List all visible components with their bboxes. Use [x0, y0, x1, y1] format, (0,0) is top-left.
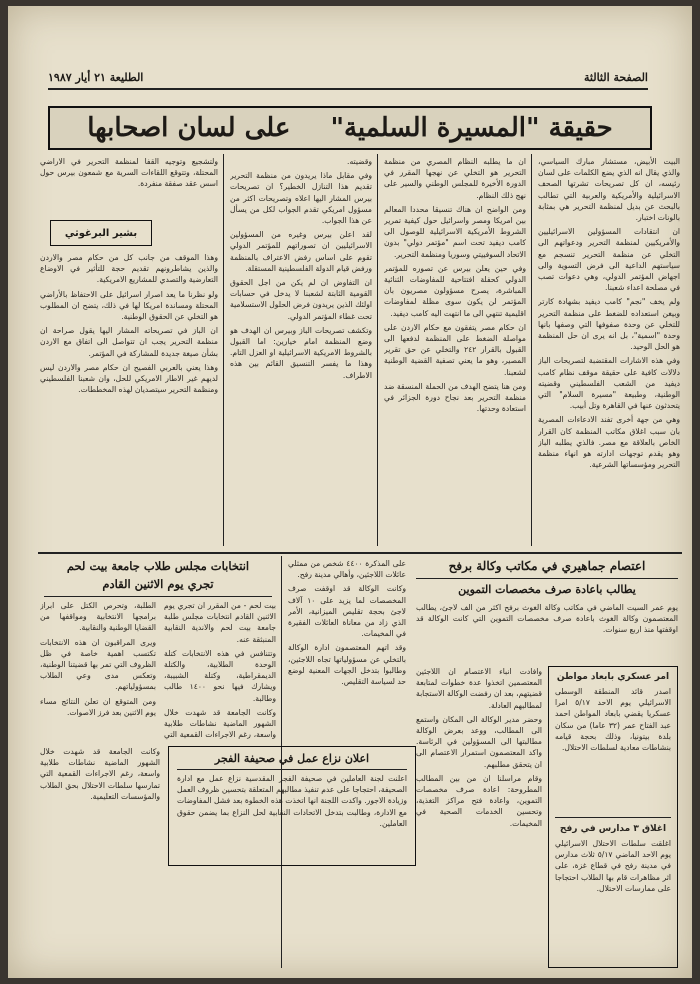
strike-box	[168, 746, 416, 866]
main-col4-p: وهذا يعني بالعربي الفصيح ان حكام مصر والاردن ليس لديهم غير الاطار الامريكي للحل، وان شعبنا الفلسطيني ومنظمة التحرير سيتصديان لهذه المخططات.	[40, 362, 218, 395]
main-col2-p: ان ما يطلبه النظام المصري من منظمة التحرير هو التخلي عن نهجها المقرر في الدورة الأخيرة للمجلس الوطني والسير على نهج ذلك النظام.	[384, 157, 526, 200]
camp-lead-p: يوم عمر السيت الماضي في مكاتب وكالة الغوث برفح اكثر من الف لاجئ، يطالب المعتصمون وكالة الغوث باعادة صرف مخصصات التموين التي كانت الوكالة قد اوقفتها منذ اربع سنوات.	[416, 603, 678, 635]
main-col4-p: ان الباز في تصريحاته المشار اليها يقول صراحة ان منظمة التحرير يجب ان تتواصل الى اتفاق مع الاردن بشأن صيغة جديدة للمشاركة في المؤتمر.	[40, 326, 218, 358]
camp-col1-p: وقام مراسلنا ان من بين المطالب المطروحة: اعادة صرف مخصصات التموين، واعادة فتح مراكز التغذية، وتحسين الخدمات الصحية في المخيمات.	[416, 773, 542, 828]
strike-text-block	[177, 773, 407, 861]
camp-col2-p: وقد اتهم المعتصمون ادارة الوكالة بالتخلي عن مسؤولياتها تجاه اللاجئين، وطالبوا بتدخل الجهات المعنية لوضع حد لسياسة التقليص.	[288, 643, 406, 687]
main-col3-p: وقضيته.	[347, 157, 372, 166]
sidebar-block-1	[555, 671, 671, 811]
camp-subheadline: يطالب باعادة صرف مخصصات التموين	[458, 583, 636, 596]
col-divider	[223, 154, 224, 546]
author-byline	[50, 220, 152, 246]
election-col2-p: ومن المتوقع ان تعلن النتائج مساء يوم الاثنين بعد فرز الاصوات.	[40, 696, 156, 717]
strike-text: اعلنت لجنة العاملين في صحيفة الفجر المقدسية نزاع عمل مع ادارة الصحيفة، احتجاجا على عدم تنفيذ مطالبهم المتعلقة بتحسين ظروف العمل وزيادة الاجور. واكدت اللجنة انها اتخذت هذه الخطوة بعد فشل المفاوضات مع الادارة، وطالبت بتدخل الاتحادات النقابية لحل النزاع بما يضمن حقوق العاملين.	[177, 774, 407, 828]
camp-col1-p: وافادت انباء الاعتصام ان اللاجئين المعتصمين اتخذوا عدة خطوات لمتابعة قضيتهم، بعد ان رفضت الوكالة الاستجابة لمطالبهم العادلة.	[416, 667, 542, 710]
main-col2-p: ان حكام مصر يتفقون مع حكام الاردن على مواصلة الضغط على المنظمة لدفعها الى القبول بالقرار ٢٤٢ والتخلي عن حق تقرير المصير، وهو ما يعني تصفية القضية الوطنية لشعبنا.	[384, 322, 526, 377]
sidebar2-text: اغلقت سلطات الاحتلال الاسرائيلي يوم الاحد الماضي ٥/١٧ ثلاث مدارس في مدينة رفح في قطاع غزة، على اثر مظاهرات قام بها الطلاب احتجاجا على ممارسات الاحتلال.	[555, 839, 671, 893]
main-col4-p: ولو نظرنا ما يعد اصرار اسرائيل على الاحتفاظ بالأراضي المحتلة ومساندة امريكا لها في ذلك، يتضح ان المطلوب هو التخلي عن الحقوق الوطنية.	[40, 289, 218, 322]
camp-headline: اعتصام جماهيري في مكاتب وكالة برفح	[448, 559, 646, 573]
main-col-4	[40, 252, 218, 546]
election-col3-p: وكانت الجامعة قد شهدت خلال الشهور الماضية نشاطات طلابية واسعة، رغم الاجراءات القمعية التي تمارسها سلطات الاحتلال بحق الطلاب والمؤسسات التعليمية.	[40, 747, 160, 801]
strike-headline: اعلان نزاع عمل في صحيفة الفجر	[214, 752, 370, 765]
sidebar-title: امر عسكري بابعاد مواطن	[556, 672, 670, 682]
main-col1-p: البيت الأبيض، مستشار مبارك السياسي، والذي يقال انه الذي يضع الكلمات على لسان رئيسه، ان كل تصريحات تشرتها الصحف الاسرائيلية والأمريكية والعربية التي تطالب بالبحث عن بديل لمنظمة التحرير هي بمثابة بالونات اختبار.	[538, 157, 680, 223]
election-headline-2: تجري يوم الاثنين القادم	[102, 577, 214, 591]
main-col1-p: ان انتقادات المسؤولين الاسرائيليين والأمريكيين لمنظمة التحرير ودعواتهم الى التخلي عن منظمة التحرير تنسجم مع سياستهم الداعية الى فرض التسوية والى اجهاض المؤتمر الدولي، وهي دعوات تصب في مصلحة اعداء شعبنا.	[538, 227, 680, 293]
main-col4-p: ولتشجيع وتوجيه القفا لمنظمة التحرير في الاراضي المحتلة، وتتوقع اللقاءات السرية مع شمعون بيرس حول اسس عقد صفقة منفردة.	[40, 157, 218, 189]
sidebar-rule	[555, 817, 671, 818]
election-col2-p: ويرى المراقبون ان هذه الانتخابات تكتسب اهمية خاصة في ظل الظروف التي تمر بها قضيتنا الوطنية، وتعكس مدى وعي الطلاب بمسؤولياتهم.	[40, 637, 156, 692]
sidebar2-title: اغلاق ٣ مدارس في رفح	[559, 824, 667, 834]
main-col-1	[538, 156, 680, 546]
election-col2-p: الطلبة، وتحرص الكتل على ابراز برامجها الانتخابية ومواقفها من القضايا الوطنية والنقابية.	[40, 601, 156, 633]
page-header	[48, 68, 648, 86]
author-name: بشير البرغوثي	[64, 227, 138, 239]
camp-col1-p: وحضر مدير الوكالة الى المكان واستمع الى المطالب، ووعد بعرض الوكالة مطالبتها الى المسؤولين في الرئاسة. واكد المعتصمون استمرار الاعتصام الى ان يتحقق مطلبهم.	[416, 714, 542, 769]
main-col1-p: وفي هذه الاشارات المقتضبة لتصريحات الباز دلالات كافية على حقيقة موقف نظام كامب ديفيد من الشعب الفلسطيني وقضيته الوطنية، وطبيعة "مسيرة السلام" التي يتحدثون عنها في القاهرة وتل أبيب.	[538, 356, 680, 411]
main-headline	[48, 106, 652, 150]
election-col1-p: وكانت الجامعة قد شهدت خلال الشهور الماضية نشاطات طلابية واسعة، رغم الاجراءات القمعية التي	[164, 707, 276, 740]
main-col-3	[230, 156, 372, 546]
main-col4-p: وهذا الموقف من جانب كل من حكام مصر والاردن والذين يشاطرونهم تقديم حجة للتأثير في الاوضاع التعارضية والتصدي للمشاريع الامريكية.	[40, 253, 218, 285]
main-col2-p: ومن هنا يتضح الهدف من الحملة المنسقة ضد منظمة التحرير بعد نجاح دورة الجزائر في استعادة وحدتها.	[384, 381, 526, 414]
newspaper-page	[8, 6, 692, 978]
page-header-date: الطليعة ٢١ أيار ١٩٨٧	[48, 70, 144, 84]
header-rule	[48, 88, 648, 90]
main-col1-p: ولم يخف "نجم" كامب ديفيد بشهادة كارتر وبيغن استعداده للضغط على منظمة التحرير للتخلي عن وحدة صفوفها التي وصفها بانها وحدة "اسمية"، بل انه يرى ان حل المنظمة هو الحل الوحيد.	[538, 297, 680, 352]
page-header-page: الصفحة الثالثة	[584, 70, 648, 84]
main-col3-p: لقد اعلن بيرس وغيره من المسؤولين الاسرائيليين ان تصوراتهم للمؤتمر الدولي تقوم على اساس رفض الاعتراف بالمنظمة ورفض قيام الدولة الفلسطينية المستقلة.	[230, 230, 372, 273]
main-col1-p: وهي من جهة أخرى تفند الادعاءات المصرية بان سبب اغلاق مكاتب المنظمة كان القرار الخاص بالعلاقة مع مصر. فالذي يطلبه الباز وهو يقدم توجهات ادارته هو انهاء منظمة التحرير ومؤسساتها الشرعية.	[538, 415, 680, 470]
col-divider	[531, 154, 532, 546]
camp-rule	[416, 578, 678, 579]
election-col-2	[40, 600, 156, 740]
main-headline-part1: حقيقة "المسيرة السلمية"	[330, 113, 613, 143]
election-col1-p: بيت لحم - من المقرر ان تجري يوم الاثنين القادم انتخابات مجلس طلبة جامعة بيت لحم والاندية النقابية المنبثقة عنه.	[164, 601, 276, 644]
camp-col2-p: على المذكرة ٤٤٠٠ شخص من ممثلي عائلات اللاجئين، وأهالي مدينة رفح.	[288, 559, 406, 580]
section-rule	[38, 552, 682, 554]
election-col-3	[40, 746, 160, 966]
election-col-1	[164, 600, 276, 740]
camp-sidebar	[548, 666, 678, 968]
camp-col-1	[416, 666, 542, 966]
election-rule	[44, 596, 272, 597]
camp-col2-p: وكانت الوكالة قد اوقفت صرف المخصصات لما يزيد على ١٠ آلاف لاجئ بحجة تقليص الميزانية، الأمر الذي زاد من معاناة العائلات الفقيرة في المخيمات.	[288, 584, 406, 639]
sidebar-block-2	[555, 823, 671, 963]
main-col2-p: وفي حين يعلن بيرس عن تصوره للمؤتمر الدولي كحفلة افتتاحية للمفاوضات الثنائية المباشرة، يصرح مسؤولون مصريون بان المؤتمر لن يكون سوى مظلة لمفاوضات اقليمية تنتهي الى ما انتهت اليه كامب ديفيد.	[384, 263, 526, 318]
main-col3-p: وتكشف تصريحات الباز وبيرس ان الهدف هو وضع المنظمة امام خيارين: اما القبول بالشروط الامريكية الاسرائيلية او العزل التام. وهذا ما يفسر التنسيق القائم بين هذه الاطراف.	[230, 325, 372, 380]
main-col-4-top	[40, 156, 218, 214]
main-col3-p: ان التفاوض ان لم يكن من اجل الحقوق القومية الثابتة لشعبنا لا يدخل في حسابات اولئك الذين يريدون فرض الحلول الاستسلامية تحت غطاء المؤتمر الدولي.	[230, 278, 372, 321]
strike-rule	[177, 769, 407, 770]
camp-lead	[416, 602, 678, 660]
sidebar-text: اصدر قائد المنطقة الوسطى الاسرائيلي يوم الاحد ٥/١٧ امرا عسكريا يقضي بابعاد المواطن احمد عبد الفتاح عمر (٣٢ عاما) من سكان بلدة بيتونيا، وذلك بحجة قيامه بنشاطات معادية لسلطات الاحتلال.	[555, 687, 671, 753]
main-col-2	[384, 156, 526, 546]
main-col3-p: وفي مقابل ماذا يريدون من منظمة التحرير تقديم هذا التنازل الخطير؟ ان تصريحات بيرس المشار اليها اعلاه وتصريحات اكثر من مسؤول امريكي تقدم الجواب لكل من يسأل عن هذا الجواب.	[230, 171, 372, 226]
main-headline-part2: على لسان اصحابها	[87, 113, 291, 143]
main-col2-p: ومن الواضح ان هناك تنسيقا محددا المعالم بين امريكا ومصر واسرائيل حول كيفية تمرير الشروط الأمريكية الاسرائيلية للوصول الى كامب ديفيد تحت اسم "مؤتمر دولي" بدون الاتحاد السوفييتي وسوريا ومنظمة التحرير.	[384, 204, 526, 259]
election-col1-p: وتتنافس في هذه الانتخابات كتلة الوحدة الطلابية، والكتلة الديمقراطية، وكتلة الشبيبة، ويشارك فيها نحو ١٤٠٠ طالب وطالبة.	[164, 648, 276, 703]
election-headline-1: انتخابات مجلس طلاب جامعة بيت لحم	[66, 559, 250, 573]
col-divider	[377, 154, 378, 546]
